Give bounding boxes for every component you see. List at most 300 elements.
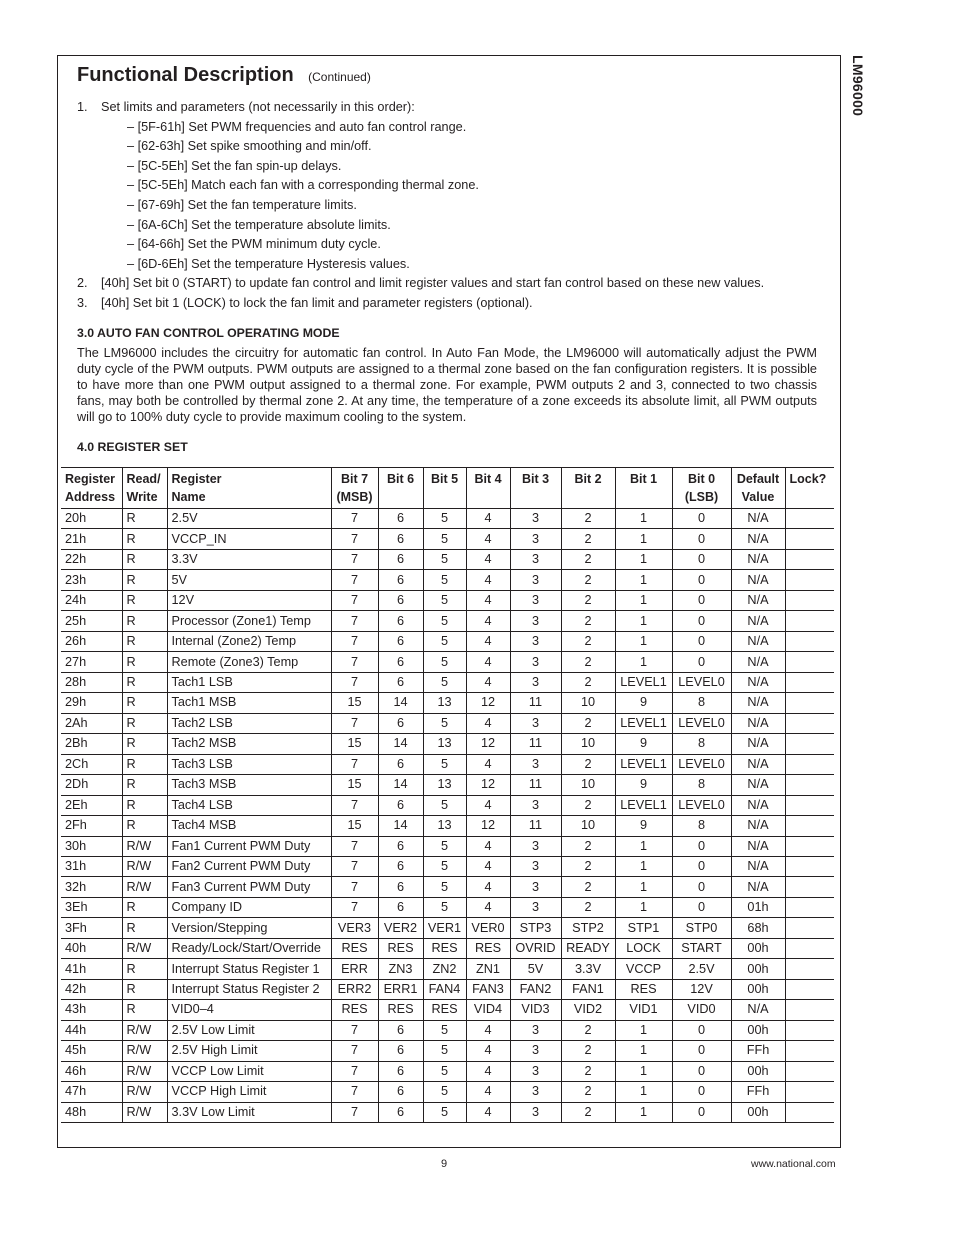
cell-lock xyxy=(785,611,834,631)
table-row xyxy=(61,652,834,672)
cell-bit1: 1 xyxy=(615,611,672,631)
sub-step: – [64-66h] Set the PWM minimum duty cycle. xyxy=(127,237,381,252)
cell-address: 40h xyxy=(61,938,122,958)
table-row xyxy=(61,1000,834,1020)
cell-bit7: 7 xyxy=(331,509,378,529)
cell-register-name: 2.5V xyxy=(167,509,331,529)
cell-default: 00h xyxy=(731,979,785,999)
column-header-line1: Bit 4 xyxy=(474,472,502,486)
cell-bit7: 7 xyxy=(331,877,378,897)
cell-access: R xyxy=(122,1000,167,1020)
cell-bit2: 2 xyxy=(561,509,615,529)
cell-bit3: 3 xyxy=(510,713,561,733)
cell-address: 42h xyxy=(61,979,122,999)
cell-bit5: RES xyxy=(423,938,466,958)
cell-bit3: 11 xyxy=(510,734,561,754)
cell-default: N/A xyxy=(731,509,785,529)
cell-bit6: 14 xyxy=(378,734,423,754)
cell-bit1: 1 xyxy=(615,631,672,651)
step-number: 2. xyxy=(77,276,88,291)
cell-default: N/A xyxy=(731,1000,785,1020)
cell-address: 24h xyxy=(61,590,122,610)
cell-bit5: 5 xyxy=(423,652,466,672)
cell-bit3: 5V xyxy=(510,959,561,979)
cell-bit0: 8 xyxy=(672,734,731,754)
cell-bit7: 7 xyxy=(331,631,378,651)
cell-bit0: LEVEL0 xyxy=(672,795,731,815)
cell-bit6: 6 xyxy=(378,1061,423,1081)
cell-default: 00h xyxy=(731,1102,785,1122)
cell-bit5: 5 xyxy=(423,754,466,774)
cell-address: 47h xyxy=(61,1082,122,1102)
page-title: Functional Description xyxy=(77,64,294,86)
step-text: [40h] Set bit 0 (START) to update fan control and limit register values and start fan control based on these new values. xyxy=(101,276,765,291)
cell-register-name: 3.3V Low Limit xyxy=(167,1102,331,1122)
cell-bit2: VID2 xyxy=(561,1000,615,1020)
cell-bit4: 4 xyxy=(466,856,510,876)
cell-bit4: 4 xyxy=(466,795,510,815)
cell-bit3: 11 xyxy=(510,693,561,713)
cell-bit5: 5 xyxy=(423,1020,466,1040)
cell-bit7: 7 xyxy=(331,1102,378,1122)
cell-bit1: STP1 xyxy=(615,918,672,938)
cell-bit7: ERR2 xyxy=(331,979,378,999)
cell-bit0: STP0 xyxy=(672,918,731,938)
cell-bit4: 4 xyxy=(466,611,510,631)
table-row xyxy=(61,570,834,590)
cell-bit2: READY xyxy=(561,938,615,958)
cell-default: N/A xyxy=(731,672,785,692)
cell-bit3: 11 xyxy=(510,775,561,795)
cell-lock xyxy=(785,1041,834,1061)
column-header-line2: Value xyxy=(741,490,775,504)
cell-lock xyxy=(785,1082,834,1102)
cell-bit4: 4 xyxy=(466,549,510,569)
cell-default: N/A xyxy=(731,754,785,774)
cell-bit6: 6 xyxy=(378,549,423,569)
column-header-line1: Lock? xyxy=(789,472,827,486)
cell-lock xyxy=(785,897,834,917)
cell-bit4: 4 xyxy=(466,877,510,897)
cell-address: 31h xyxy=(61,856,122,876)
cell-bit5: 5 xyxy=(423,549,466,569)
cell-bit0: START xyxy=(672,938,731,958)
column-header-line2 xyxy=(471,488,506,506)
cell-default: FFh xyxy=(731,1082,785,1102)
cell-bit1: 1 xyxy=(615,590,672,610)
cell-address: 26h xyxy=(61,631,122,651)
cell-bit7: 7 xyxy=(331,590,378,610)
cell-lock xyxy=(785,979,834,999)
cell-bit3: 3 xyxy=(510,1041,561,1061)
cell-bit0: 0 xyxy=(672,836,731,856)
cell-bit4: 12 xyxy=(466,816,510,836)
cell-lock xyxy=(785,816,834,836)
cell-default: N/A xyxy=(731,856,785,876)
cell-bit0: 0 xyxy=(672,549,731,569)
cell-address: 41h xyxy=(61,959,122,979)
cell-bit6: 6 xyxy=(378,795,423,815)
column-header-line1: Read/ xyxy=(126,472,161,486)
cell-bit0: 8 xyxy=(672,775,731,795)
cell-access: R xyxy=(122,509,167,529)
cell-bit3: 11 xyxy=(510,816,561,836)
cell-register-name: VCCP Low Limit xyxy=(167,1061,331,1081)
cell-access: R xyxy=(122,693,167,713)
cell-address: 20h xyxy=(61,509,122,529)
cell-bit6: 6 xyxy=(378,611,423,631)
cell-bit2: 2 xyxy=(561,713,615,733)
cell-bit3: 3 xyxy=(510,1061,561,1081)
cell-bit5: 5 xyxy=(423,836,466,856)
cell-bit5: 5 xyxy=(423,672,466,692)
cell-bit4: 12 xyxy=(466,775,510,795)
cell-default: N/A xyxy=(731,693,785,713)
cell-register-name: Tach2 MSB xyxy=(167,734,331,754)
cell-access: R/W xyxy=(122,1020,167,1040)
cell-bit2: 3.3V xyxy=(561,959,615,979)
cell-bit0: 8 xyxy=(672,693,731,713)
cell-bit7: 7 xyxy=(331,1041,378,1061)
cell-register-name: VCCP High Limit xyxy=(167,1082,331,1102)
cell-access: R xyxy=(122,795,167,815)
cell-register-name: Ready/Lock/Start/Override xyxy=(167,938,331,958)
footer-url: www.national.com xyxy=(751,1158,836,1170)
cell-bit0: VID0 xyxy=(672,1000,731,1020)
cell-address: 44h xyxy=(61,1020,122,1040)
column-header xyxy=(122,468,167,509)
step-text: Set limits and parameters (not necessarily in this order): xyxy=(101,100,415,114)
cell-bit4: VID4 xyxy=(466,1000,510,1020)
cell-address: 27h xyxy=(61,652,122,672)
cell-bit2: 10 xyxy=(561,816,615,836)
cell-lock xyxy=(785,549,834,569)
cell-lock xyxy=(785,754,834,774)
cell-register-name: Tach2 LSB xyxy=(167,713,331,733)
cell-bit2: 2 xyxy=(561,529,615,549)
cell-bit4: 12 xyxy=(466,693,510,713)
cell-lock xyxy=(785,693,834,713)
cell-bit5: 5 xyxy=(423,1061,466,1081)
cell-address: 29h xyxy=(61,693,122,713)
cell-bit3: FAN2 xyxy=(510,979,561,999)
cell-bit3: 3 xyxy=(510,795,561,815)
cell-lock xyxy=(785,1102,834,1122)
cell-bit0: 0 xyxy=(672,570,731,590)
cell-register-name: 5V xyxy=(167,570,331,590)
cell-lock xyxy=(785,1000,834,1020)
cell-bit3: 3 xyxy=(510,611,561,631)
cell-bit3: STP3 xyxy=(510,918,561,938)
column-header-line2 xyxy=(620,488,668,506)
cell-bit6: ERR1 xyxy=(378,979,423,999)
column-header xyxy=(672,468,731,509)
cell-bit1: VCCP xyxy=(615,959,672,979)
cell-bit5: 13 xyxy=(423,734,466,754)
cell-bit0: 0 xyxy=(672,652,731,672)
cell-bit0: 0 xyxy=(672,856,731,876)
cell-bit2: 2 xyxy=(561,611,615,631)
cell-bit7: 7 xyxy=(331,897,378,917)
column-header-line2: Name xyxy=(171,490,206,504)
cell-access: R xyxy=(122,959,167,979)
column-header-line1: Register xyxy=(65,472,116,486)
cell-bit6: 6 xyxy=(378,631,423,651)
cell-bit1: 1 xyxy=(615,652,672,672)
cell-bit5: RES xyxy=(423,1000,466,1020)
cell-access: R xyxy=(122,611,167,631)
cell-access: R xyxy=(122,734,167,754)
cell-bit0: 0 xyxy=(672,509,731,529)
cell-bit7: 7 xyxy=(331,549,378,569)
cell-access: R xyxy=(122,672,167,692)
cell-address: 3Fh xyxy=(61,918,122,938)
cell-bit4: 4 xyxy=(466,754,510,774)
column-header xyxy=(378,468,423,509)
cell-access: R xyxy=(122,918,167,938)
cell-bit7: VER3 xyxy=(331,918,378,938)
column-header-line1: Bit 7 xyxy=(340,472,369,486)
cell-default: N/A xyxy=(731,611,785,631)
cell-bit1: 1 xyxy=(615,897,672,917)
cell-access: R xyxy=(122,754,167,774)
cell-bit2: 2 xyxy=(561,856,615,876)
cell-bit4: ZN1 xyxy=(466,959,510,979)
table-row xyxy=(61,549,834,569)
cell-default: N/A xyxy=(731,590,785,610)
register-table xyxy=(61,467,834,1123)
cell-bit0: 2.5V xyxy=(672,959,731,979)
cell-bit6: 6 xyxy=(378,754,423,774)
cell-bit7: 7 xyxy=(331,1020,378,1040)
sub-step: – [62-63h] Set spike smoothing and min/off. xyxy=(127,139,372,154)
cell-bit2: 10 xyxy=(561,734,615,754)
cell-access: R/W xyxy=(122,856,167,876)
table-row xyxy=(61,959,834,979)
table-row xyxy=(61,529,834,549)
cell-default: N/A xyxy=(731,631,785,651)
table-row xyxy=(61,897,834,917)
table-row xyxy=(61,795,834,815)
cell-lock xyxy=(785,590,834,610)
cell-bit3: 3 xyxy=(510,631,561,651)
cell-access: R xyxy=(122,979,167,999)
cell-bit1: 1 xyxy=(615,877,672,897)
sub-step: – [6A-6Ch] Set the temperature absolute limits. xyxy=(127,217,391,232)
cell-bit0: 0 xyxy=(672,1061,731,1081)
cell-bit4: 4 xyxy=(466,897,510,917)
cell-bit1: 1 xyxy=(615,1082,672,1102)
column-header-line1: Bit 6 xyxy=(386,472,415,486)
cell-access: R xyxy=(122,652,167,672)
cell-bit2: 2 xyxy=(561,795,615,815)
cell-bit3: 3 xyxy=(510,856,561,876)
numbered-step xyxy=(77,274,822,294)
cell-default: 68h xyxy=(731,918,785,938)
cell-access: R/W xyxy=(122,1082,167,1102)
cell-default: N/A xyxy=(731,877,785,897)
cell-bit3: 3 xyxy=(510,897,561,917)
cell-lock xyxy=(785,856,834,876)
sub-step: – [5C-5Eh] Match each fan with a corresponding thermal zone. xyxy=(127,178,479,193)
cell-address: 2Eh xyxy=(61,795,122,815)
cell-bit2: STP2 xyxy=(561,918,615,938)
cell-access: R xyxy=(122,590,167,610)
column-header xyxy=(785,468,834,509)
numbered-step xyxy=(77,294,822,314)
cell-bit7: 15 xyxy=(331,816,378,836)
cell-bit2: 2 xyxy=(561,1102,615,1122)
table-row xyxy=(61,816,834,836)
cell-lock xyxy=(785,713,834,733)
cell-bit2: 2 xyxy=(561,836,615,856)
cell-lock xyxy=(785,795,834,815)
cell-bit7: 7 xyxy=(331,1082,378,1102)
cell-bit2: 2 xyxy=(561,877,615,897)
cell-bit1: 9 xyxy=(615,816,672,836)
cell-bit5: 5 xyxy=(423,897,466,917)
table-row xyxy=(61,672,834,692)
cell-bit2: 10 xyxy=(561,775,615,795)
cell-address: 23h xyxy=(61,570,122,590)
cell-bit7: 7 xyxy=(331,713,378,733)
column-header xyxy=(167,468,331,509)
cell-bit2: 2 xyxy=(561,1041,615,1061)
cell-bit6: 6 xyxy=(378,1041,423,1061)
cell-bit6: 6 xyxy=(378,570,423,590)
step-number: 1. xyxy=(77,100,88,114)
cell-register-name: Internal (Zone2) Temp xyxy=(167,631,331,651)
column-header-line1: Bit 3 xyxy=(521,472,550,486)
cell-register-name: VCCP_IN xyxy=(167,529,331,549)
cell-bit3: 3 xyxy=(510,529,561,549)
column-header xyxy=(615,468,672,509)
cell-bit5: ZN2 xyxy=(423,959,466,979)
cell-bit4: FAN3 xyxy=(466,979,510,999)
cell-bit0: LEVEL0 xyxy=(672,672,731,692)
column-header-line2 xyxy=(790,488,831,506)
cell-register-name: Tach4 LSB xyxy=(167,795,331,815)
cell-bit6: RES xyxy=(378,1000,423,1020)
column-header-line2: (MSB) xyxy=(336,490,373,504)
cell-bit6: 6 xyxy=(378,529,423,549)
table-row xyxy=(61,590,834,610)
cell-bit7: 7 xyxy=(331,795,378,815)
cell-access: R xyxy=(122,897,167,917)
cell-bit2: 2 xyxy=(561,570,615,590)
cell-bit0: 8 xyxy=(672,816,731,836)
cell-bit7: 7 xyxy=(331,611,378,631)
cell-lock xyxy=(785,652,834,672)
column-header xyxy=(423,468,466,509)
cell-address: 2Fh xyxy=(61,816,122,836)
cell-bit1: 1 xyxy=(615,856,672,876)
step-number: 3. xyxy=(77,295,88,310)
sub-step: – [67-69h] Set the fan temperature limits. xyxy=(127,197,357,212)
cell-default: N/A xyxy=(731,713,785,733)
cell-bit4: 4 xyxy=(466,590,510,610)
cell-register-name: 2.5V High Limit xyxy=(167,1041,331,1061)
cell-bit7: 15 xyxy=(331,734,378,754)
cell-bit4: 4 xyxy=(466,1082,510,1102)
table-row xyxy=(61,611,834,631)
cell-address: 45h xyxy=(61,1041,122,1061)
column-header xyxy=(510,468,561,509)
cell-address: 25h xyxy=(61,611,122,631)
cell-bit2: 2 xyxy=(561,1082,615,1102)
cell-lock xyxy=(785,918,834,938)
cell-register-name: Fan1 Current PWM Duty xyxy=(167,836,331,856)
cell-default: N/A xyxy=(731,549,785,569)
cell-bit0: 0 xyxy=(672,1082,731,1102)
cell-bit4: 4 xyxy=(466,1102,510,1122)
cell-bit7: ERR xyxy=(331,959,378,979)
cell-lock xyxy=(785,672,834,692)
cell-bit6: 6 xyxy=(378,1102,423,1122)
cell-access: R/W xyxy=(122,1102,167,1122)
cell-bit7: 7 xyxy=(331,836,378,856)
cell-default: N/A xyxy=(731,529,785,549)
cell-bit3: 3 xyxy=(510,590,561,610)
table-row xyxy=(61,631,834,651)
cell-bit5: 5 xyxy=(423,509,466,529)
cell-bit0: 0 xyxy=(672,1020,731,1040)
cell-address: 2Ch xyxy=(61,754,122,774)
cell-address: 21h xyxy=(61,529,122,549)
cell-bit4: 4 xyxy=(466,631,510,651)
cell-bit0: 0 xyxy=(672,1102,731,1122)
cell-bit3: 3 xyxy=(510,652,561,672)
table-row xyxy=(61,1020,834,1040)
column-header-line1: Bit 5 xyxy=(430,472,459,486)
side-part-number-text: LM96000 xyxy=(850,55,866,117)
cell-default: 00h xyxy=(731,959,785,979)
cell-address: 43h xyxy=(61,1000,122,1020)
cell-default: 00h xyxy=(731,1061,785,1081)
continued-label: (Continued) xyxy=(308,70,371,84)
cell-default: N/A xyxy=(731,570,785,590)
cell-bit1: LEVEL1 xyxy=(615,672,672,692)
register-table-header xyxy=(61,468,834,509)
cell-lock xyxy=(785,509,834,529)
table-row xyxy=(61,1061,834,1081)
cell-bit5: 5 xyxy=(423,1102,466,1122)
cell-bit1: 9 xyxy=(615,734,672,754)
cell-access: R/W xyxy=(122,938,167,958)
cell-access: R/W xyxy=(122,1041,167,1061)
cell-bit5: 5 xyxy=(423,590,466,610)
cell-bit4: 4 xyxy=(466,570,510,590)
column-header xyxy=(331,468,378,509)
column-header xyxy=(731,468,785,509)
table-row xyxy=(61,979,834,999)
cell-bit3: 3 xyxy=(510,1020,561,1040)
cell-register-name: Fan2 Current PWM Duty xyxy=(167,856,331,876)
cell-bit6: 6 xyxy=(378,1020,423,1040)
column-header-line2 xyxy=(566,488,611,506)
cell-bit2: FAN1 xyxy=(561,979,615,999)
cell-access: R/W xyxy=(122,1061,167,1081)
cell-bit6: 14 xyxy=(378,816,423,836)
cell-bit5: 5 xyxy=(423,856,466,876)
cell-bit4: 4 xyxy=(466,652,510,672)
cell-bit6: 6 xyxy=(378,1082,423,1102)
cell-bit4: 4 xyxy=(466,1041,510,1061)
cell-register-name: Processor (Zone1) Temp xyxy=(167,611,331,631)
cell-bit2: 2 xyxy=(561,1061,615,1081)
cell-bit3: 3 xyxy=(510,549,561,569)
cell-bit0: 0 xyxy=(672,897,731,917)
